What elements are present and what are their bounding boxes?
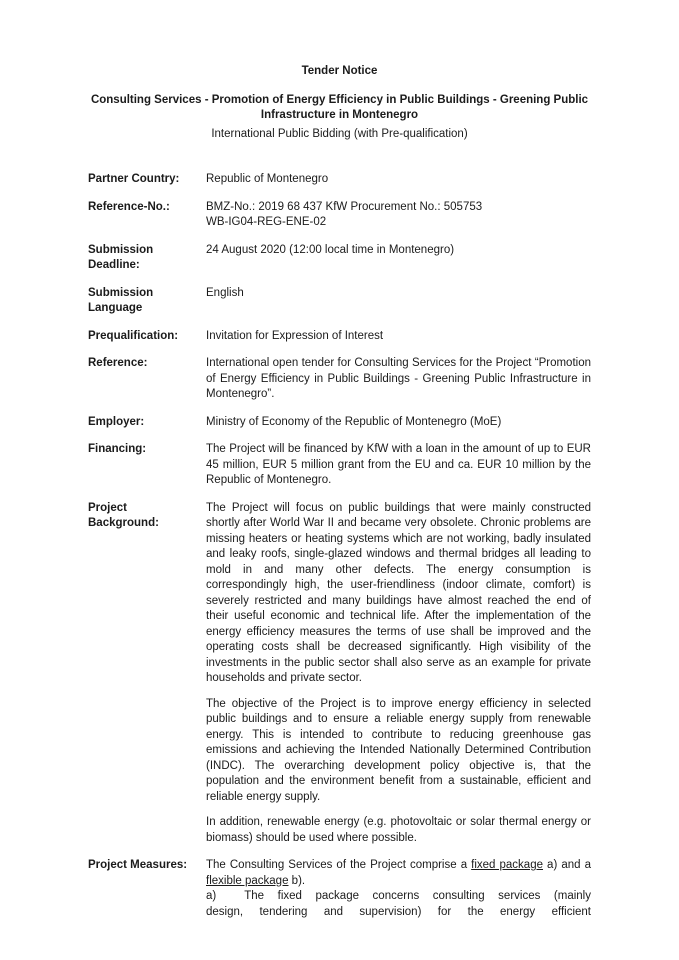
notice-row: [88, 442, 591, 489]
document-title: Tender Notice: [301, 65, 378, 77]
underlined-text: fixed package: [471, 859, 543, 871]
row-value: [206, 243, 591, 274]
notice-row: [88, 415, 591, 431]
notice-row: [88, 172, 591, 188]
paragraph: [206, 442, 591, 489]
paragraph: [206, 243, 591, 259]
paragraph: [206, 501, 591, 687]
text-segment: design, tendering and supervision) for the energy efficient: [206, 905, 591, 918]
text-segment: a) and a: [543, 859, 591, 871]
text-segment: International open tender for Consulting Services for the Project “Promotion of Energy Efficiency in Public Buildings - Greening Public Infrastructure in Montenegro”.: [206, 357, 591, 400]
notice-row: [88, 858, 591, 920]
row-value: [206, 172, 591, 188]
row-label: Submission Deadline:: [88, 243, 154, 271]
text-segment: Ministry of Economy of the Republic of Montenegro (MoE): [206, 415, 502, 428]
row-value: [206, 858, 591, 920]
text-segment: WB-IG04-REG-ENE-02: [206, 216, 327, 228]
text-segment: The Project will focus on public buildings that were mainly constructed shortly after World War II and became very obsolete. Chronic problems are missing heaters or heating systems which are not working, badly insulated and leaky roofs, single-glazed windows and thermal bridges all leading to mold in and many other defects. The energy consumption is correspondingly high, the user-friendliness (indoor climate, comfort) is severely restricted and many buildings have almost reached the end of their useful economic and technical life. After the implementation of the energy efficiency measures the terms of use shall be improved and the operating costs shall be decreased significantly. High visibility of the investments in the public sector shall also serve as an example for private households and private sector.: [206, 501, 591, 684]
row-value: [206, 442, 591, 489]
row-label: Reference-No.:: [88, 200, 170, 213]
row-value: [206, 501, 591, 847]
notice-row: [88, 286, 591, 317]
paragraph: [206, 356, 591, 403]
paragraph: [206, 889, 591, 920]
row-value: [206, 329, 591, 345]
row-label: Project Measures:: [88, 859, 188, 871]
paragraph: [206, 415, 591, 431]
notice-row: [88, 200, 591, 231]
paragraph: [206, 815, 591, 846]
text-segment: English: [206, 286, 244, 299]
row-value: [206, 286, 591, 317]
document-subtitle: International Public Bidding (with Pre-qualification): [211, 127, 468, 140]
paragraph: [206, 172, 591, 188]
notice-row: [88, 501, 591, 847]
paragraph: [206, 286, 591, 302]
document-heading: Consulting Services - Promotion of Energy Efficiency in Public Buildings - Greening Public Infrastructure in Montenegro: [90, 93, 589, 121]
text-segment: a): [206, 890, 217, 902]
text-segment: b).: [288, 874, 306, 887]
text-segment: Invitation for Expression of Interest: [206, 329, 384, 342]
text-segment: The objective of the Project is to improve energy efficiency in selected public buildings and to ensure a reliable energy supply from renewable energy. This is intended to contribute to reducing greenhouse gas emissions and achieving the Intended Nationally Determined Contribution (INDC). The overarching development policy objective is, that the population and the environment benefit from a sustainable, efficient and reliable energy supply.: [206, 697, 591, 803]
paragraph: [206, 200, 591, 231]
notice-row: [88, 243, 591, 274]
text-segment: In addition, renewable energy (e.g. photovoltaic or solar thermal energy or biomass) should be used where possible.: [206, 816, 591, 844]
notice-row: [88, 356, 591, 403]
paragraph: [206, 697, 591, 806]
row-label: Financing:: [88, 443, 147, 455]
paragraph: [206, 329, 591, 345]
text-segment: BMZ-No.: 2019 68 437 KfW Procurement No.: 505753: [206, 200, 483, 213]
row-value: [206, 415, 591, 431]
row-label: Prequalification:: [88, 329, 179, 342]
row-label: Employer:: [88, 415, 145, 428]
text-segment: The fixed package concerns consulting services (mainly: [244, 890, 591, 902]
row-value: [206, 356, 591, 403]
text-segment: The Project will be financed by KfW with a loan in the amount of up to EUR 45 million, EUR 5 million grant from the EU and ca. EUR 10 million by the Republic of Montenegro.: [206, 443, 591, 486]
row-label: Partner Country:: [88, 173, 180, 185]
underlined-text: flexible package: [206, 874, 289, 887]
paragraph: [206, 858, 591, 889]
notice-row: [88, 329, 591, 345]
row-value: [206, 200, 591, 231]
text-segment: Republic of Montenegro: [206, 173, 329, 185]
text-segment: 24 August 2020 (12:00 local time in Montenegro): [206, 243, 455, 256]
row-label: Project Background:: [88, 501, 159, 529]
row-label: Submission Language: [88, 286, 154, 314]
notice-rows: [88, 172, 591, 920]
text-segment: The Consulting Services of the Project comprise a: [206, 859, 472, 871]
row-label: Reference:: [88, 357, 148, 369]
